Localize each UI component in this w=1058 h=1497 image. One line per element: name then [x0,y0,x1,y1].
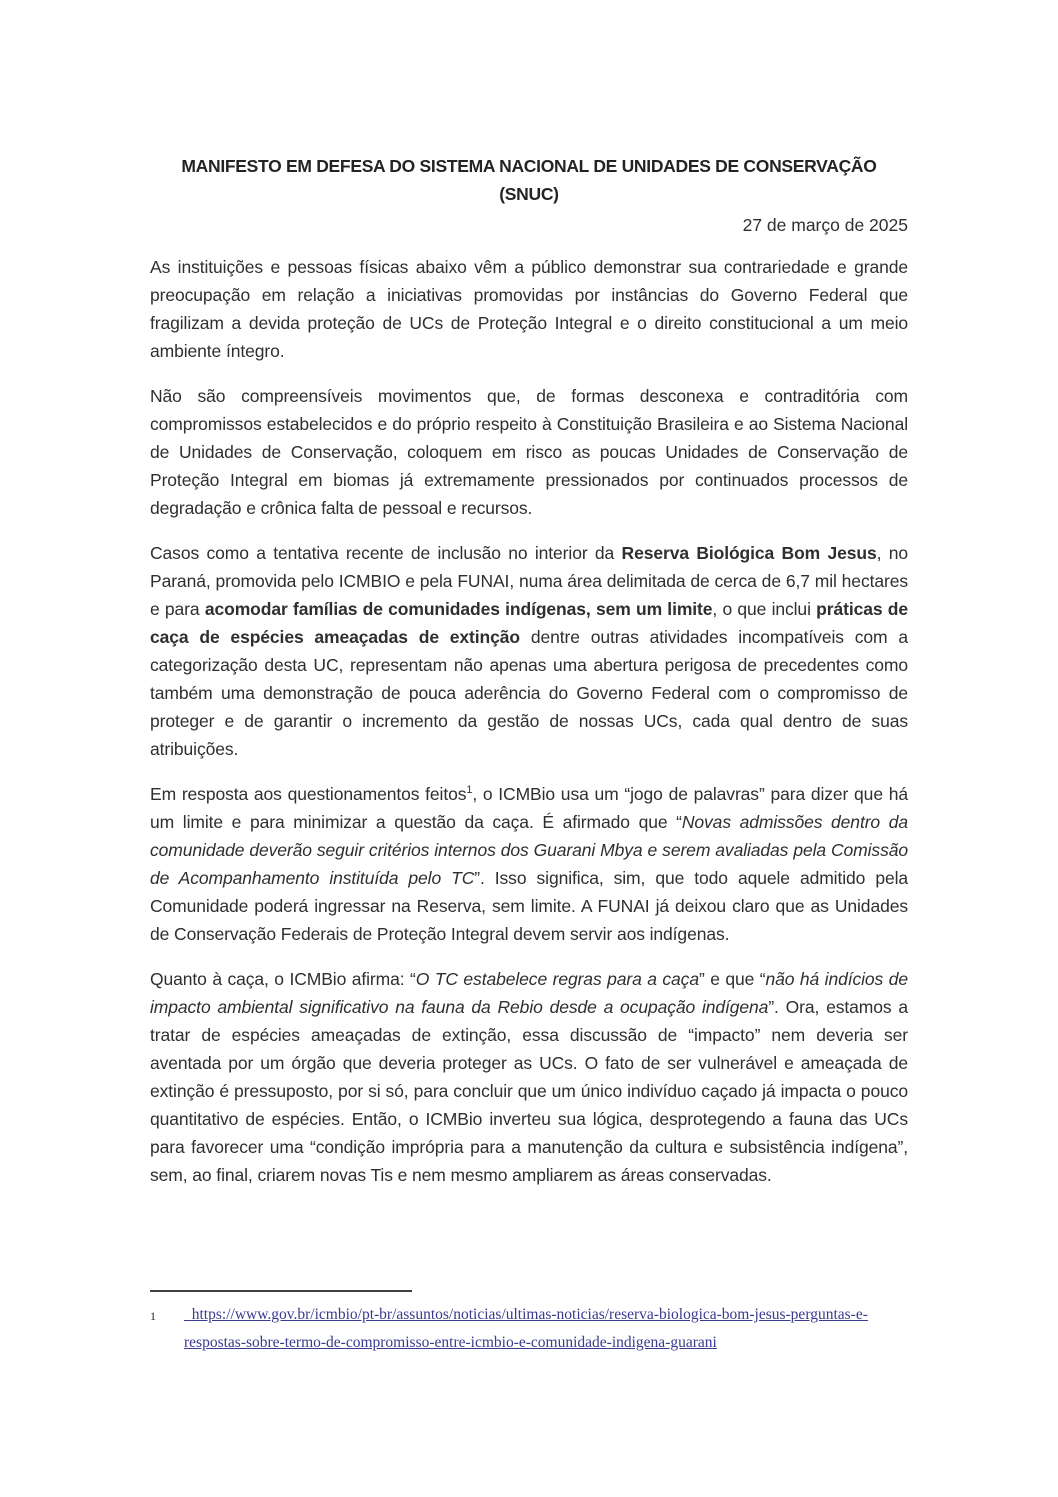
text-run: , o que inclui [712,599,817,619]
text-run: O TC estabelece regras para a caça [415,969,699,989]
footnote-marker: 1 [150,1309,156,1323]
footnote-area [150,1290,908,1357]
document-title-line1: MANIFESTO EM DEFESA DO SISTEMA NACIONAL DE UNIDADES DE CONSERVAÇÃO [181,156,877,176]
document-date: 27 de março de 2025 [742,215,908,235]
paragraph-3 [150,539,908,763]
text-run: Em resposta aos questionamentos feitos [150,784,467,804]
text-run: As instituições e pessoas físicas abaixo vêm a público demonstrar sua contrariedade e grande preocupação em relação a iniciativas promovidas por instâncias do Governo Federal que fragilizam a devida proteção de UCs de Proteção Integral e o direito constitucional a um meio ambiente íntegro. [150,257,908,361]
document-content [150,152,908,1206]
document-title [150,152,908,208]
text-run: Quanto à caça, o ICMBio afirma: “ [150,969,416,989]
paragraph-5 [150,965,908,1189]
text-run: acomodar famílias de comunidades indígenas, sem um limite [204,599,713,619]
text-run: dentre outras atividades incompatíveis com a categorização desta UC, representam não apenas uma abertura perigosa de precedentes como também uma demonstração de pouca aderência do Governo Federal com o compromisso de proteger e de garantir o incremento da gestão de nossas UCs, cada qual dentro de suas atribuições. [150,627,908,759]
footnote [150,1301,908,1357]
text-run: Não são compreensíveis movimentos que, de formas desconexa e contraditória com compromissos estabelecidos e do próprio respeito à Constituição Brasileira e ao Sistema Nacional de Unidades de Conservação, coloquem em risco as poucas Unidades de Conservação de Proteção Integral em biomas já extremamente pressionados por continuados processos de degradação e crônica falta de pessoal e recursos. [150,386,908,518]
text-run: Casos como a tentativa recente de inclusão no interior da [150,543,622,563]
text-run: não há indícios de impacto ambiental significativo na fauna da Rebio desde a ocupação indígena [150,969,908,1017]
text-run: , no Paraná, promovida pelo ICMBIO e pela FUNAI, numa área delimitada de cerca de 6,7 mil hectares e para [150,543,908,619]
footnote-link[interactable]: https://www.gov.br/icmbio/pt-br/assuntos/noticias/ultimas-noticias/reserva-biologica-bom-jesus-perguntas-e-respostas-sobre-termo-de-compromisso-entre-icmbio-e-comunidade-indigena-guarani [184,1306,868,1351]
text-run: Reserva Biológica Bom Jesus [621,543,877,563]
text-run: práticas de caça de espécies ameaçadas de extinção [150,599,908,647]
document-body [150,253,908,1189]
paragraph-4 [150,780,908,948]
text-run: 1 [466,784,473,797]
text-run: ” e que “ [698,969,766,989]
document-title-line2: (SNUC) [499,184,559,204]
paragraph-1 [150,253,908,365]
paragraph-2 [150,382,908,522]
text-run: ”. Ora, estamos a tratar de espécies ameaçadas de extinção, essa discussão de “impacto” nem deveria ser aventada por um órgão que deveria proteger as UCs. O fato de ser vulnerável e ameaçada de extinção é pressuposto, por si só, para concluir que um único indivíduo caçado já impacta o pouco quantitativo de espécies. Então, o ICMBio inverteu sua lógica, desprotegendo a fauna das UCs para favorecer uma “condição imprópria para a manutenção da cultura e subsistência indígena”, sem, ao final, criarem novas Tis e nem mesmo ampliarem as áreas conservadas. [150,997,908,1185]
text-run: Novas admissões dentro da comunidade deverão seguir critérios internos dos Guarani Mbya e serem avaliadas pela Comissão de Acompanhamento instituída pelo TC [150,812,908,888]
text-run: ”. Isso significa, sim, que todo aquele admitido pela Comunidade poderá ingressar na Reserva, sem limite. A FUNAI já deixou claro que as Unidades de Conservação Federais de Proteção Integral devem servir aos indígenas. [150,868,909,944]
text-run: , o ICMBio usa um “jogo de palavras” para dizer que há um limite e para minimizar a questão da caça. É afirmado que “ [150,784,908,832]
footnote-separator [150,1290,412,1292]
